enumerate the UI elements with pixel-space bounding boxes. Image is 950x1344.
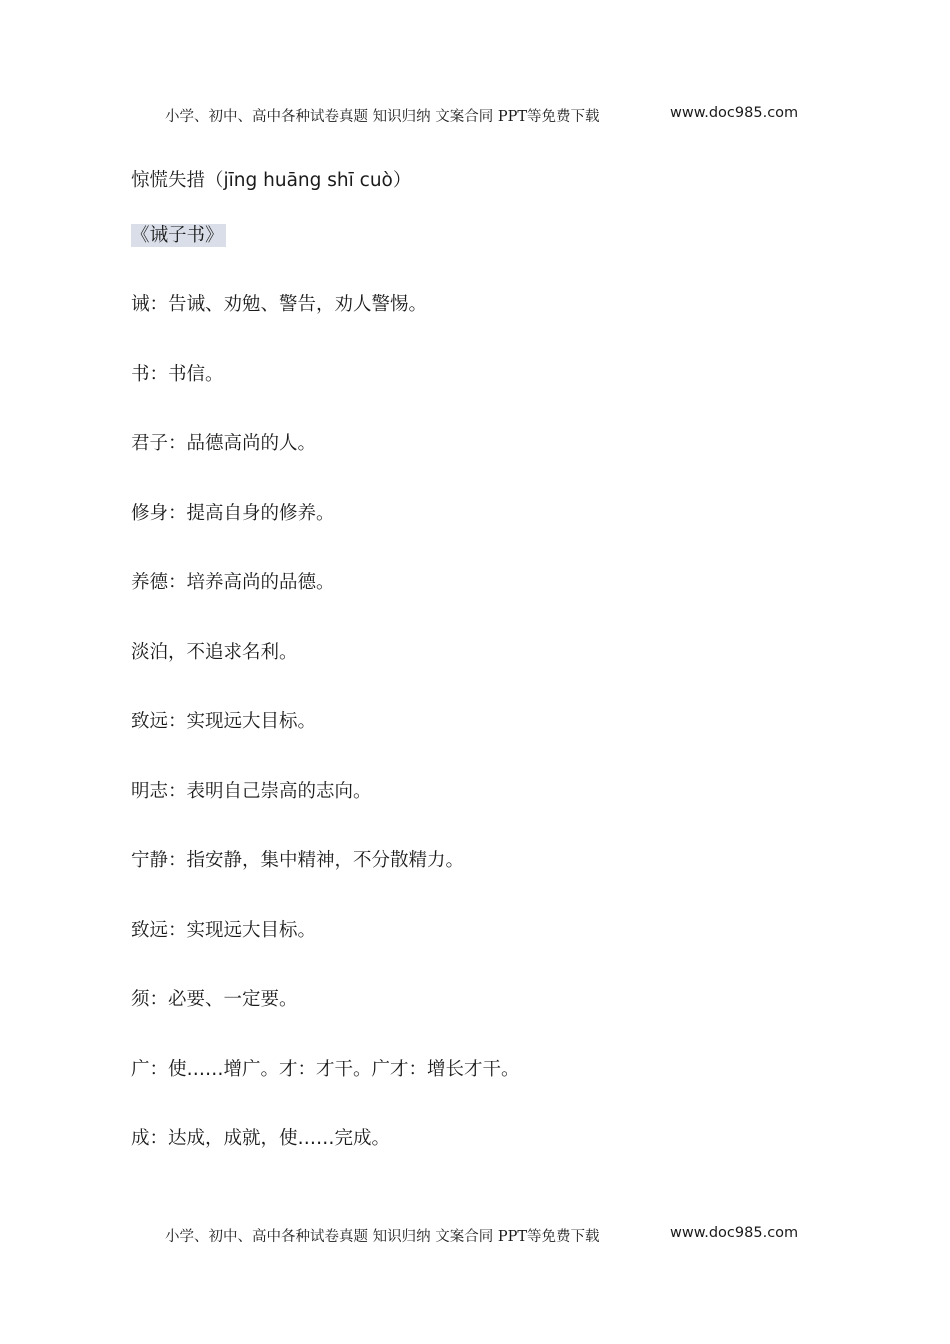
section-title: 《诫子书》 — [131, 225, 224, 246]
footer-site-url: www.doc985.com — [670, 1225, 799, 1241]
definition-line: 须：必要、一定要。 — [131, 989, 298, 1010]
intro-line: 惊慌失措（jīng huāng shī cuò） — [131, 170, 412, 191]
definition-line: 宁静：指安静，集中精神，不分散精力。 — [131, 850, 465, 871]
definition-line: 诫：告诫、劝勉、警告，劝人警惕。 — [131, 294, 428, 315]
definition-line: 致远：实现远大目标。 — [131, 711, 317, 732]
header-site-url: www.doc985.com — [670, 105, 799, 121]
definition-line: 淡泊，不追求名利。 — [131, 642, 298, 663]
header-site-description: 小学、初中、高中各种试卷真题 知识归纳 文案合同 PPT等免费下载 — [165, 109, 600, 125]
definition-line: 书：书信。 — [131, 364, 224, 385]
definition-line: 致远：实现远大目标。 — [131, 920, 317, 941]
definition-line: 明志：表明自己崇高的志向。 — [131, 781, 372, 802]
definition-line: 广：使……增广。才：才干。广才：增长才干。 — [131, 1059, 520, 1080]
definition-line: 君子：品德高尚的人。 — [131, 433, 317, 454]
definition-line: 修身：提高自身的修养。 — [131, 503, 335, 524]
definition-line: 成：达成，成就，使……完成。 — [131, 1128, 391, 1149]
page-header — [0, 105, 950, 129]
page-footer — [0, 1225, 950, 1249]
definition-line: 养德：培养高尚的品德。 — [131, 572, 335, 593]
footer-site-description: 小学、初中、高中各种试卷真题 知识归纳 文案合同 PPT等免费下载 — [165, 1229, 600, 1245]
